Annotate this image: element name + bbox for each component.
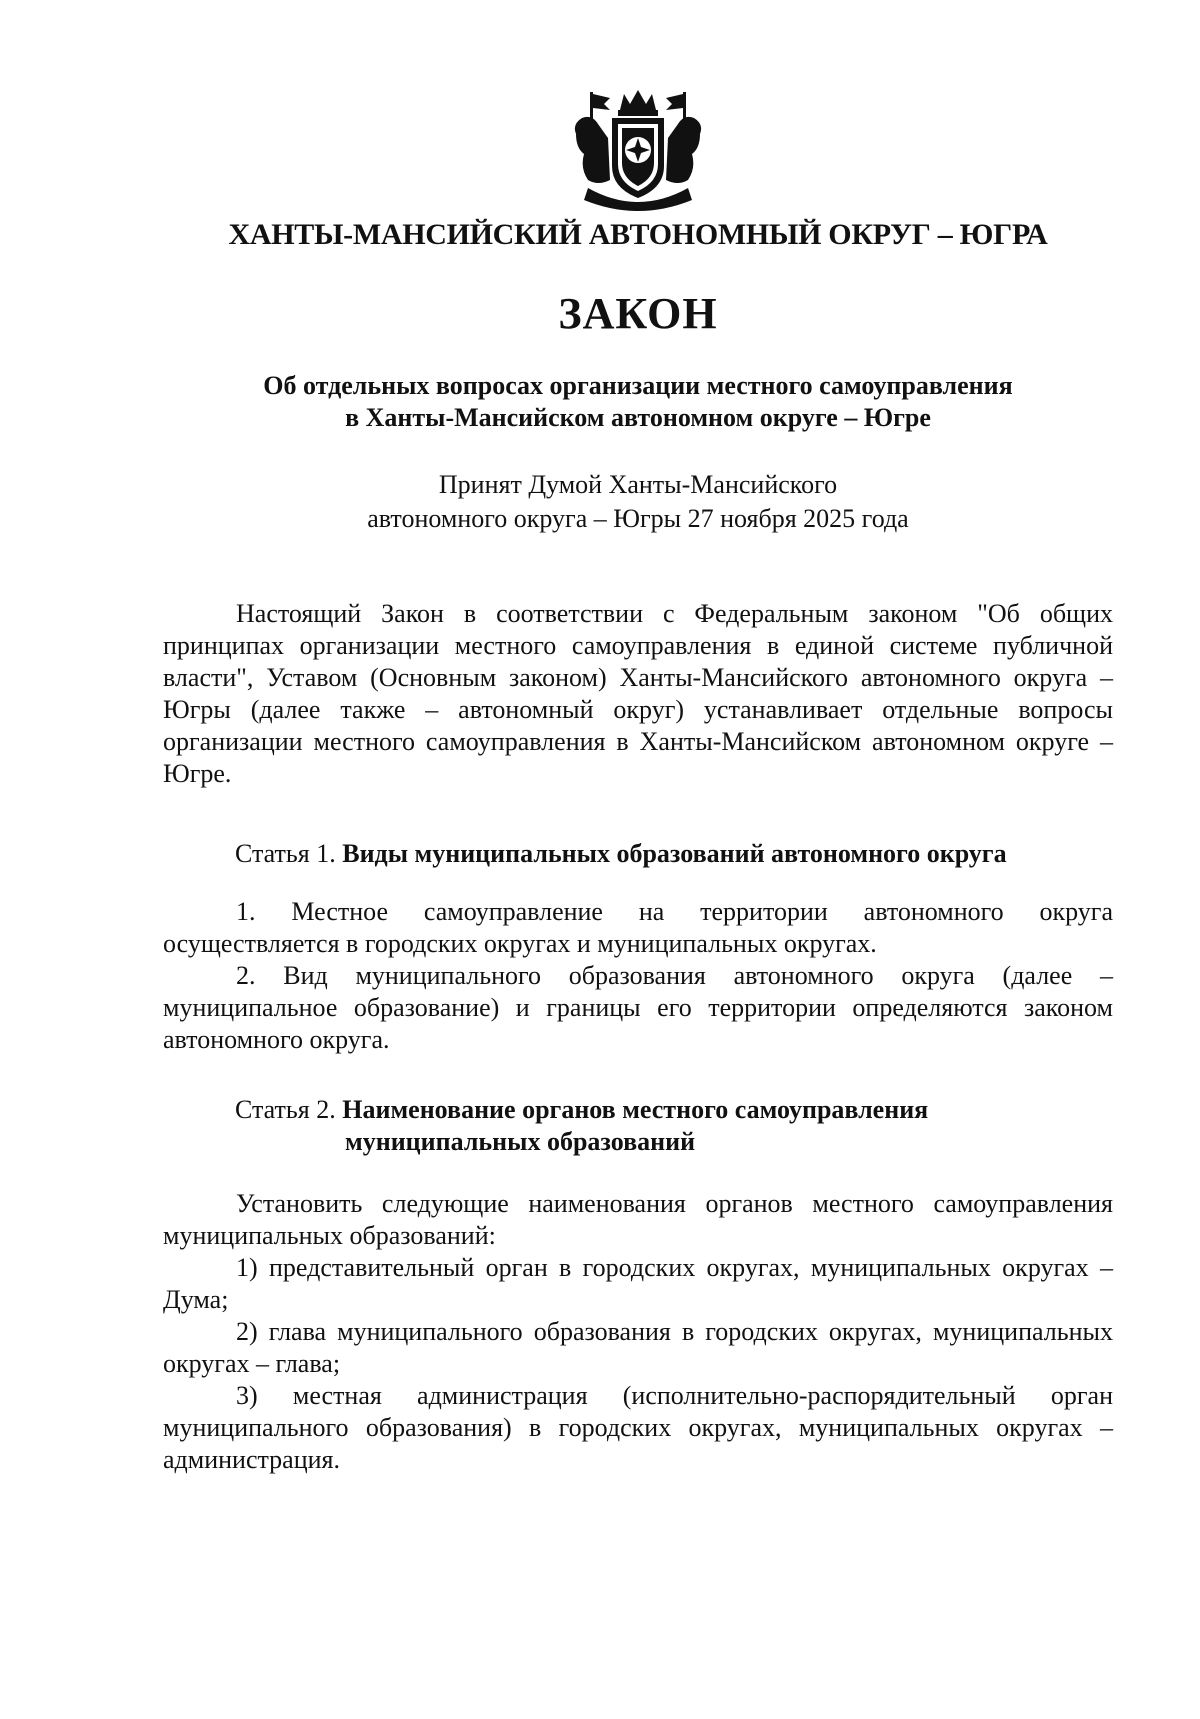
article-1-paragraph: 1. Местное самоуправление на территории автономного округа осуществляется в городских округах и муниципальных округах. <box>163 897 1113 958</box>
coat-of-arms-icon <box>568 88 708 216</box>
article-1-title: Виды муниципальных образований автономного округа <box>342 839 1007 868</box>
article-1-heading <box>235 838 1007 870</box>
article-2-number: Статья 2. <box>235 1095 336 1124</box>
article-2-paragraph: Установить следующие наименования органов местного самоуправления муниципальных образований: <box>163 1189 1113 1250</box>
article-1-paragraph: 2. Вид муниципального образования автономного округа (далее – муниципальное образование) и границы его территории определяются законом автономного округа. <box>163 961 1113 1054</box>
article-2-list-item: 3) местная администрация (исполнительно-распорядительный орган муниципального образования) в городских округах, муниципальных округах – администрация. <box>163 1381 1113 1474</box>
adoption-statement <box>0 468 1200 536</box>
region-name: ХАНТЫ-МАНСИЙСКИЙ АВТОНОМНЫЙ ОКРУГ – ЮГРА <box>228 218 1048 251</box>
article-2-list-item: 2) глава муниципального образования в городских округах, муниципальных округах – глава; <box>163 1317 1113 1378</box>
document-title-line: в Ханты-Мансийском автономном округе – Югре <box>345 403 931 432</box>
article-2-title: Наименование органов местного самоуправления <box>342 1095 929 1124</box>
adoption-line: автономного округа – Югры 27 ноября 2025 года <box>367 504 909 533</box>
article-1-number: Статья 1. <box>235 839 336 868</box>
article-2-list-item: 1) представительный орган в городских округах, муниципальных округах – Дума; <box>163 1253 1113 1314</box>
adoption-line: Принят Думой Ханты-Мансийского <box>438 470 838 499</box>
article-2-heading <box>235 1094 928 1158</box>
article-2-title-continued: муниципальных образований <box>345 1127 696 1156</box>
document-title <box>0 370 1200 434</box>
article-2-body <box>163 1188 1113 1476</box>
document-title-line: Об отдельных вопросах организации местного самоуправления <box>263 371 1013 400</box>
article-1-body <box>163 896 1113 1056</box>
preamble-paragraph: Настоящий Закон в соответствии с Федеральным законом "Об общих принципах организации местного самоуправления в единой системе публичной власти", Уставом (Основным законом) Ханты-Мансийского автономного округа – Югры (далее также – автономный округ) устанавливает отдельные вопросы организации местного самоуправления в Ханты-Мансийском автономном округе – Югре. <box>163 599 1113 788</box>
document-type: ЗАКОН <box>558 289 718 338</box>
